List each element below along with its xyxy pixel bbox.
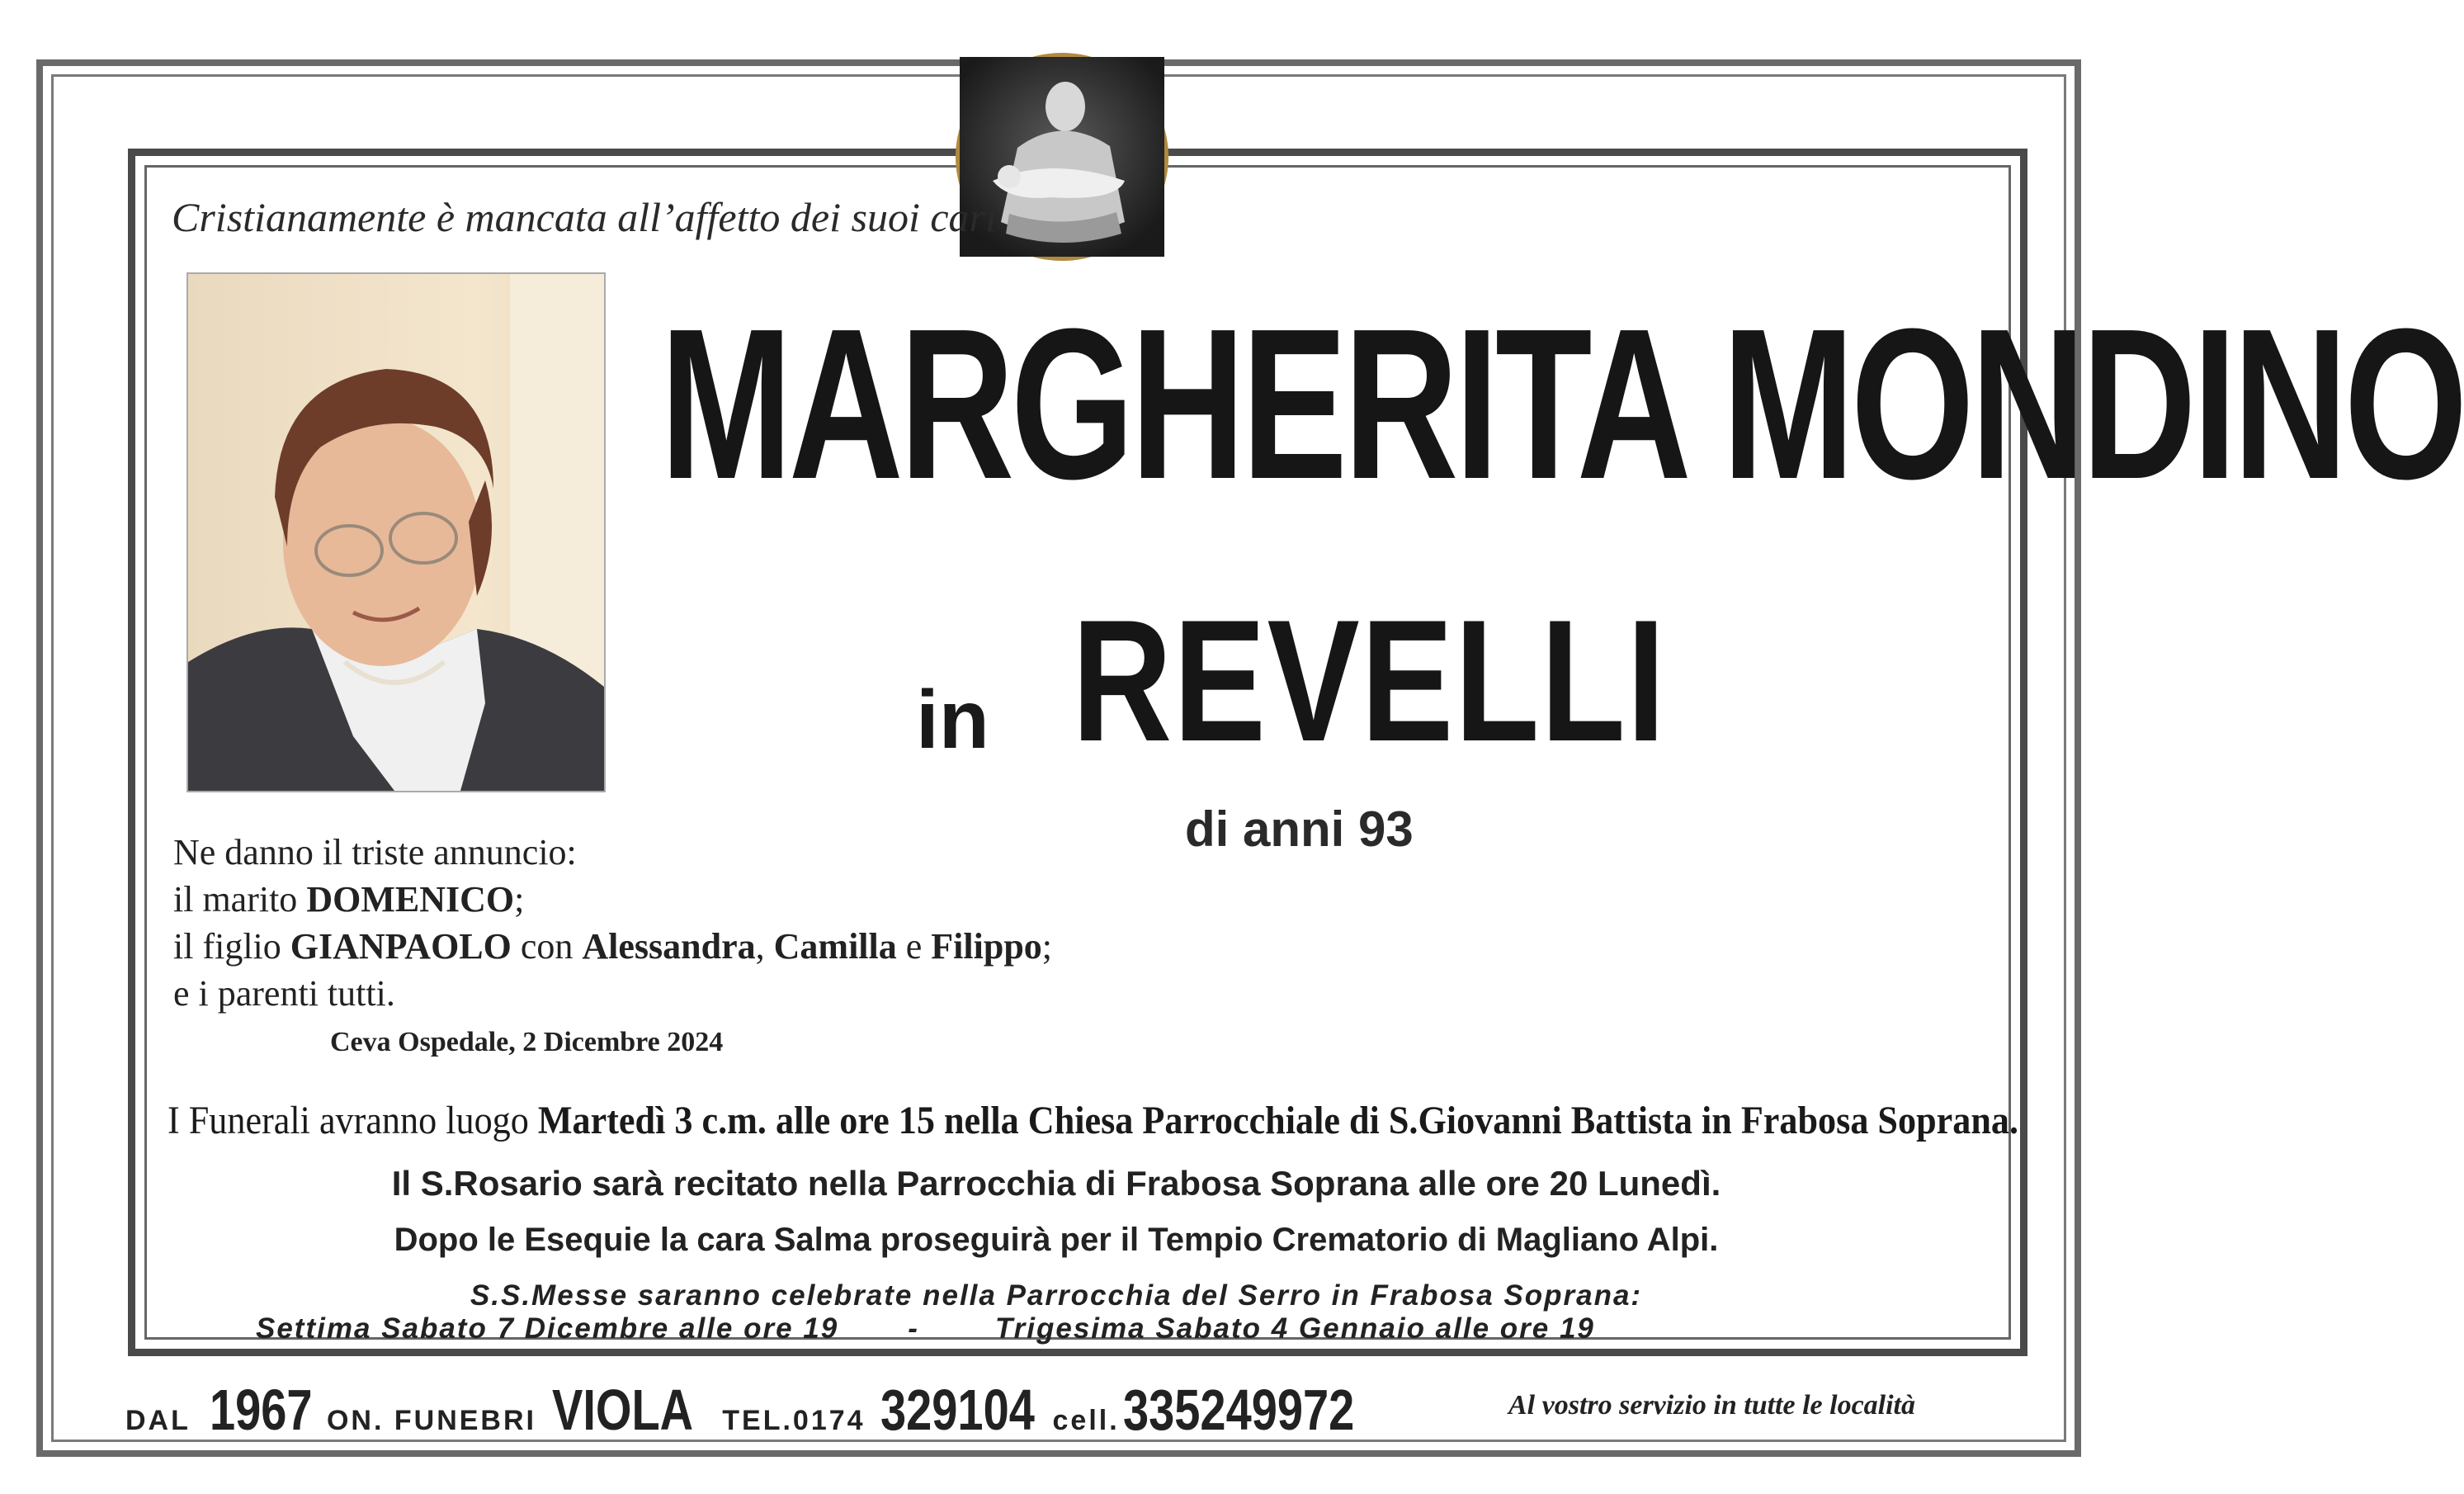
son-name: GIANPAOLO (290, 926, 512, 967)
cremation-info: Dopo le Esequie la cara Salma proseguirà per il Tempio Crematorio di Magliano Alpi. (394, 1222, 1719, 1258)
announcement-line1: Ne danno il triste annuncio: (173, 832, 577, 872)
grandchild-and: e (896, 926, 932, 967)
funeral-info (168, 1098, 2018, 1143)
place-date: Ceva Ospedale, 2 Dicembre 2024 (330, 1027, 724, 1057)
grandchild-1: Alessandra (582, 926, 756, 967)
funeral-prefix: I Funerali avranno luogo (168, 1099, 538, 1142)
mass-seventh: Settima Sabato 7 Dicembre alle ore 19 (256, 1312, 839, 1345)
mass-separator: - (908, 1312, 919, 1345)
grandchild-2: Camilla (773, 926, 897, 967)
masses-dates (256, 1312, 1595, 1345)
announcement-line4: e i parenti tutti. (173, 973, 395, 1014)
portrait-image (188, 274, 604, 791)
announcement-block (173, 829, 1052, 1017)
masses-intro: S.S.Messe saranno celebrate nella Parrocchia del Serro in Frabosa Soprana: (470, 1279, 1643, 1312)
funeral-details: Martedì 3 c.m. alle ore 15 nella Chiesa Parrocchiale di S.Giovanni Battista in Frabosa Soprana. (537, 1099, 2019, 1142)
rosary-info: Il S.Rosario sarà recitato nella Parrocchia di Frabosa Soprana alle ore 20 Lunedì. (391, 1164, 1721, 1203)
son-prefix: il figlio (173, 926, 290, 967)
husband-name: DOMENICO (306, 879, 515, 920)
grandchild-sep: , (755, 926, 774, 967)
footer-year: 1967 (209, 1378, 313, 1442)
in-word: in (916, 674, 989, 766)
funeral-home-footer (125, 1377, 1413, 1443)
intro-phrase: Cristianamente è mancata all’affetto dei suoi cari (172, 194, 997, 240)
mass-trigesima: Trigesima Sabato 4 Gennaio alle ore 19 (994, 1312, 1595, 1345)
grandchild-3: Filippo (931, 926, 1042, 967)
footer-dal: DAL (125, 1405, 191, 1436)
husband-prefix: il marito (173, 879, 307, 920)
footer-tel-prefix: TEL.0174 (722, 1405, 866, 1436)
footer-tel: 329104 (880, 1378, 1036, 1442)
married-name-line (916, 584, 1815, 778)
son-with: con (511, 926, 583, 967)
footer-cell-prefix: cell. (1052, 1405, 1120, 1436)
announcement-son-line (173, 923, 1052, 970)
footer-slogan: Al vostro servizio in tutte le località (1508, 1390, 1915, 1421)
footer-cell: 335249972 (1123, 1378, 1355, 1442)
portrait-photo (186, 272, 606, 792)
deceased-name: MARGHERITA MONDINO (660, 285, 2464, 524)
married-surname: REVELLI (1071, 584, 1667, 778)
footer-company: VIOLA (551, 1378, 694, 1442)
age: di anni 93 (1185, 801, 1414, 857)
footer-onfunebri: ON. FUNEBRI (326, 1405, 536, 1436)
husband-suffix: ; (514, 879, 525, 920)
announcement-husband-line (173, 876, 1052, 923)
son-suffix: ; (1041, 926, 1053, 967)
